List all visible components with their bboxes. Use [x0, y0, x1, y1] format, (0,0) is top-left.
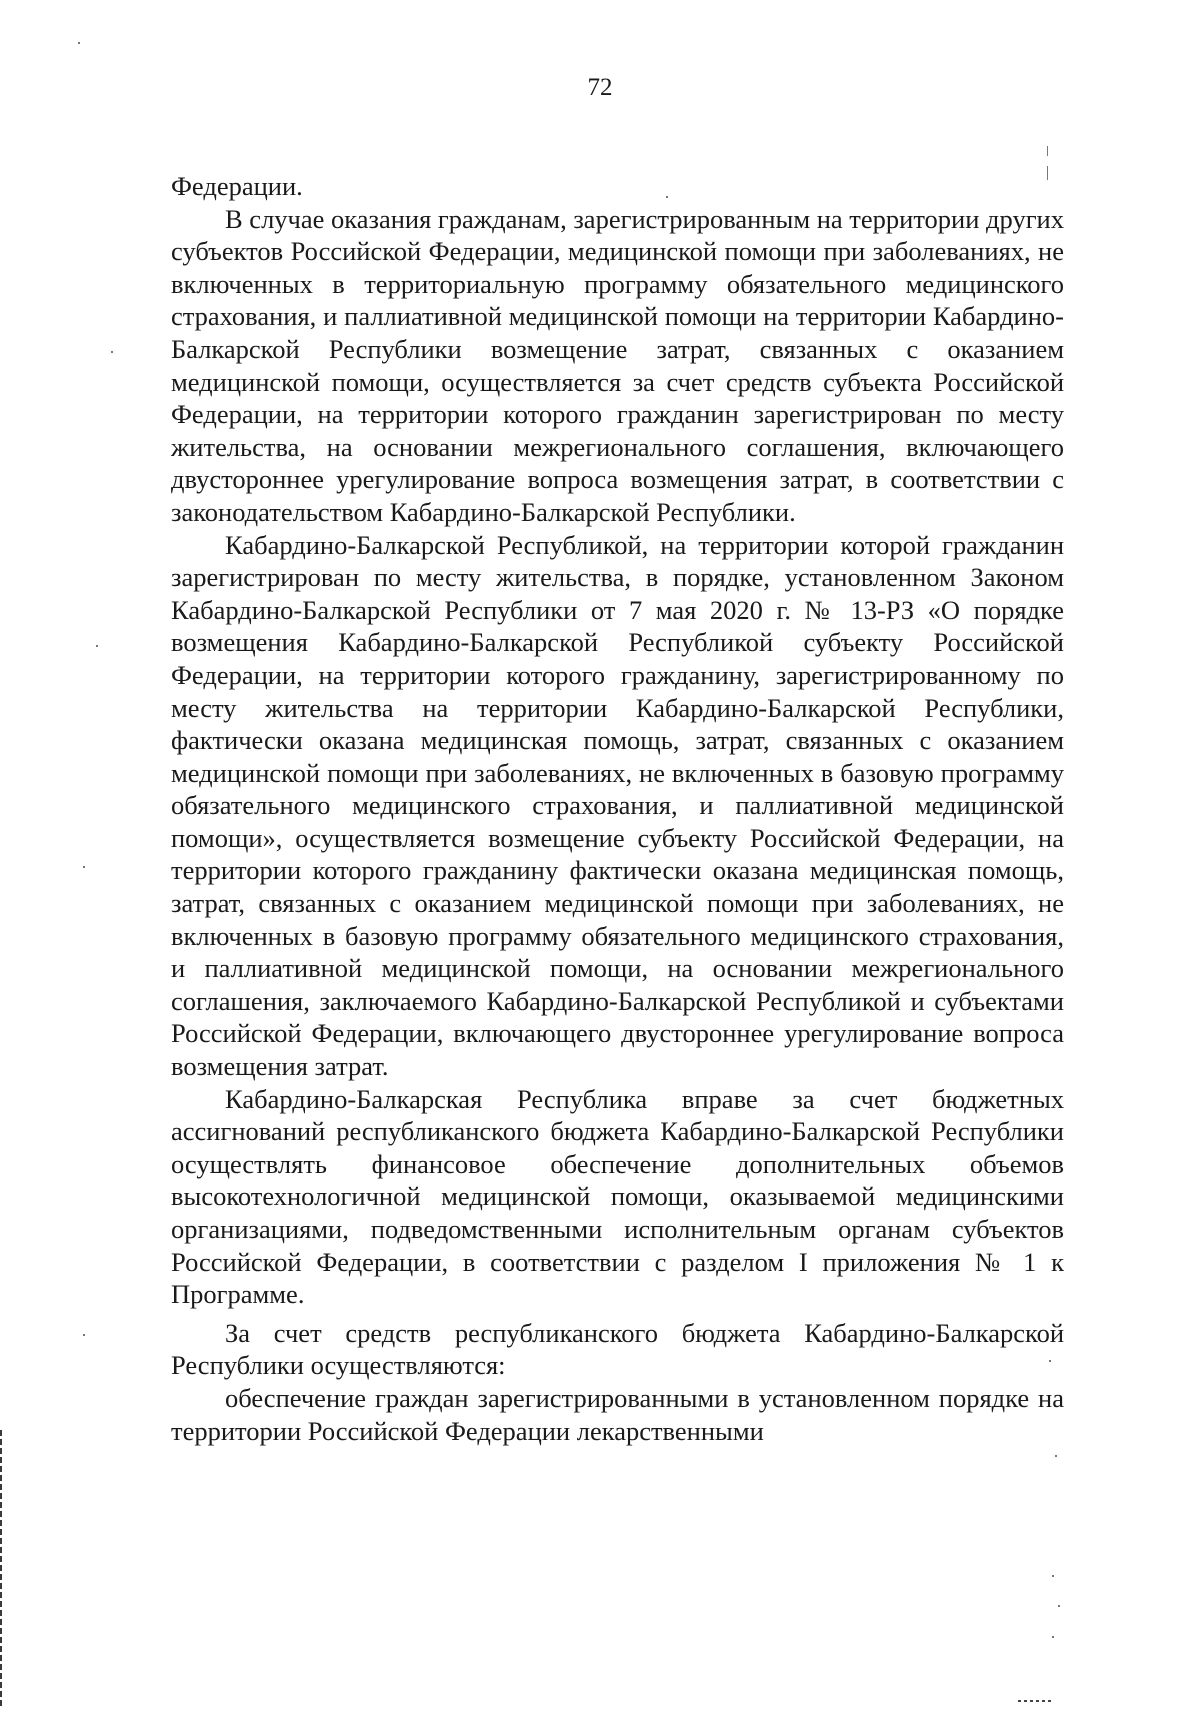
paragraph-2: В случае оказания гражданам, зарегистрированным на территории других субъектов Российской Федерации, медицинской помощи при заболеваниях, не включенных в территориальную программу обязательного медицинского страхования, и паллиативной медицинской помощи на территории Кабардино-Балкарской Республики возмещение затрат, связанных с оказанием медицинской помощи, осуществляется за счет средств субъекта Российской Федерации, на территории которого гражданин зарегистрирован по месту жительства, на основании межрегионального соглашения, включающего двустороннее урегулирование вопроса возмещения затрат, в соответствии с законодательством Кабардино-Балкарской Республики. — [171, 203, 1064, 527]
scan-bottom-dash — [1018, 1700, 1054, 1702]
paragraph-3: Кабардино-Балкарской Республикой, на территории которой гражданин зарегистрирован по месту жительства, в порядке, установленном Законом Кабардино-Балкарской Республики от 7 мая 2020 г. № 13-РЗ «О порядке возмещения Кабардино-Балкарской Республикой субъекту Российской Федерации, на территории которого гражданину, зарегистрированному по месту жительства на территории Кабардино-Балкарской Республики, фактически оказана медицинская помощь, затрат, связанных с оказанием медицинской помощи при заболеваниях, не включенных в базовую программу обязательного медицинского страхования, и паллиативной медицинской помощи», осуществляется возмещение субъекту Российской Федерации, на территории которого гражданину фактически оказана медицинская помощь, затрат, связанных с оказанием медицинской помощи при заболеваниях, не включенных в базовую программу обязательного медицинского страхования, и паллиативной медицинской помощи, на основании межрегионального соглашения, заключаемого Кабардино-Балкарской Республикой и субъектами Российской Федерации, включающего двустороннее урегулирование вопроса возмещения затрат. — [171, 529, 1064, 1082]
scan-speck — [111, 351, 113, 353]
paragraph-5: За счет средств республиканского бюджета Кабардино-Балкарской Республики осуществляются: — [171, 1317, 1064, 1381]
scan-line — [1047, 166, 1048, 180]
scan-speck — [78, 42, 80, 44]
scan-speck — [1052, 1636, 1054, 1638]
scan-speck — [83, 1334, 85, 1336]
paragraph-4: Кабардино-Балкарская Республика вправе за счет бюджетных ассигнований республиканского бюджета Кабардино-Балкарской Республики осуществлять финансовое обеспечение дополнительных объемов высокотехнологичной медицинской помощи, оказываемой медицинскими организациями, подведомственными исполнительным органам субъектов Российской Федерации, в соответствии с разделом I приложения № 1 к Программе. — [171, 1083, 1064, 1310]
scan-speck — [83, 866, 85, 868]
scan-speck — [1058, 1605, 1060, 1607]
paragraph-1: Федерации. — [171, 171, 303, 201]
scan-speck — [1055, 1455, 1057, 1457]
page-number: 72 — [587, 74, 613, 101]
scan-speck — [96, 645, 98, 647]
paragraph-6: обеспечение граждан зарегистрированными в установленном порядке на территории Российской Федерации лекарственными — [171, 1382, 1064, 1446]
scan-line — [1047, 146, 1048, 156]
scan-speck — [1049, 1360, 1051, 1362]
document-body — [171, 170, 1064, 1447]
scan-speck — [1052, 1575, 1054, 1577]
scan-edge-line — [0, 1430, 2, 1709]
scan-speck — [666, 196, 668, 198]
